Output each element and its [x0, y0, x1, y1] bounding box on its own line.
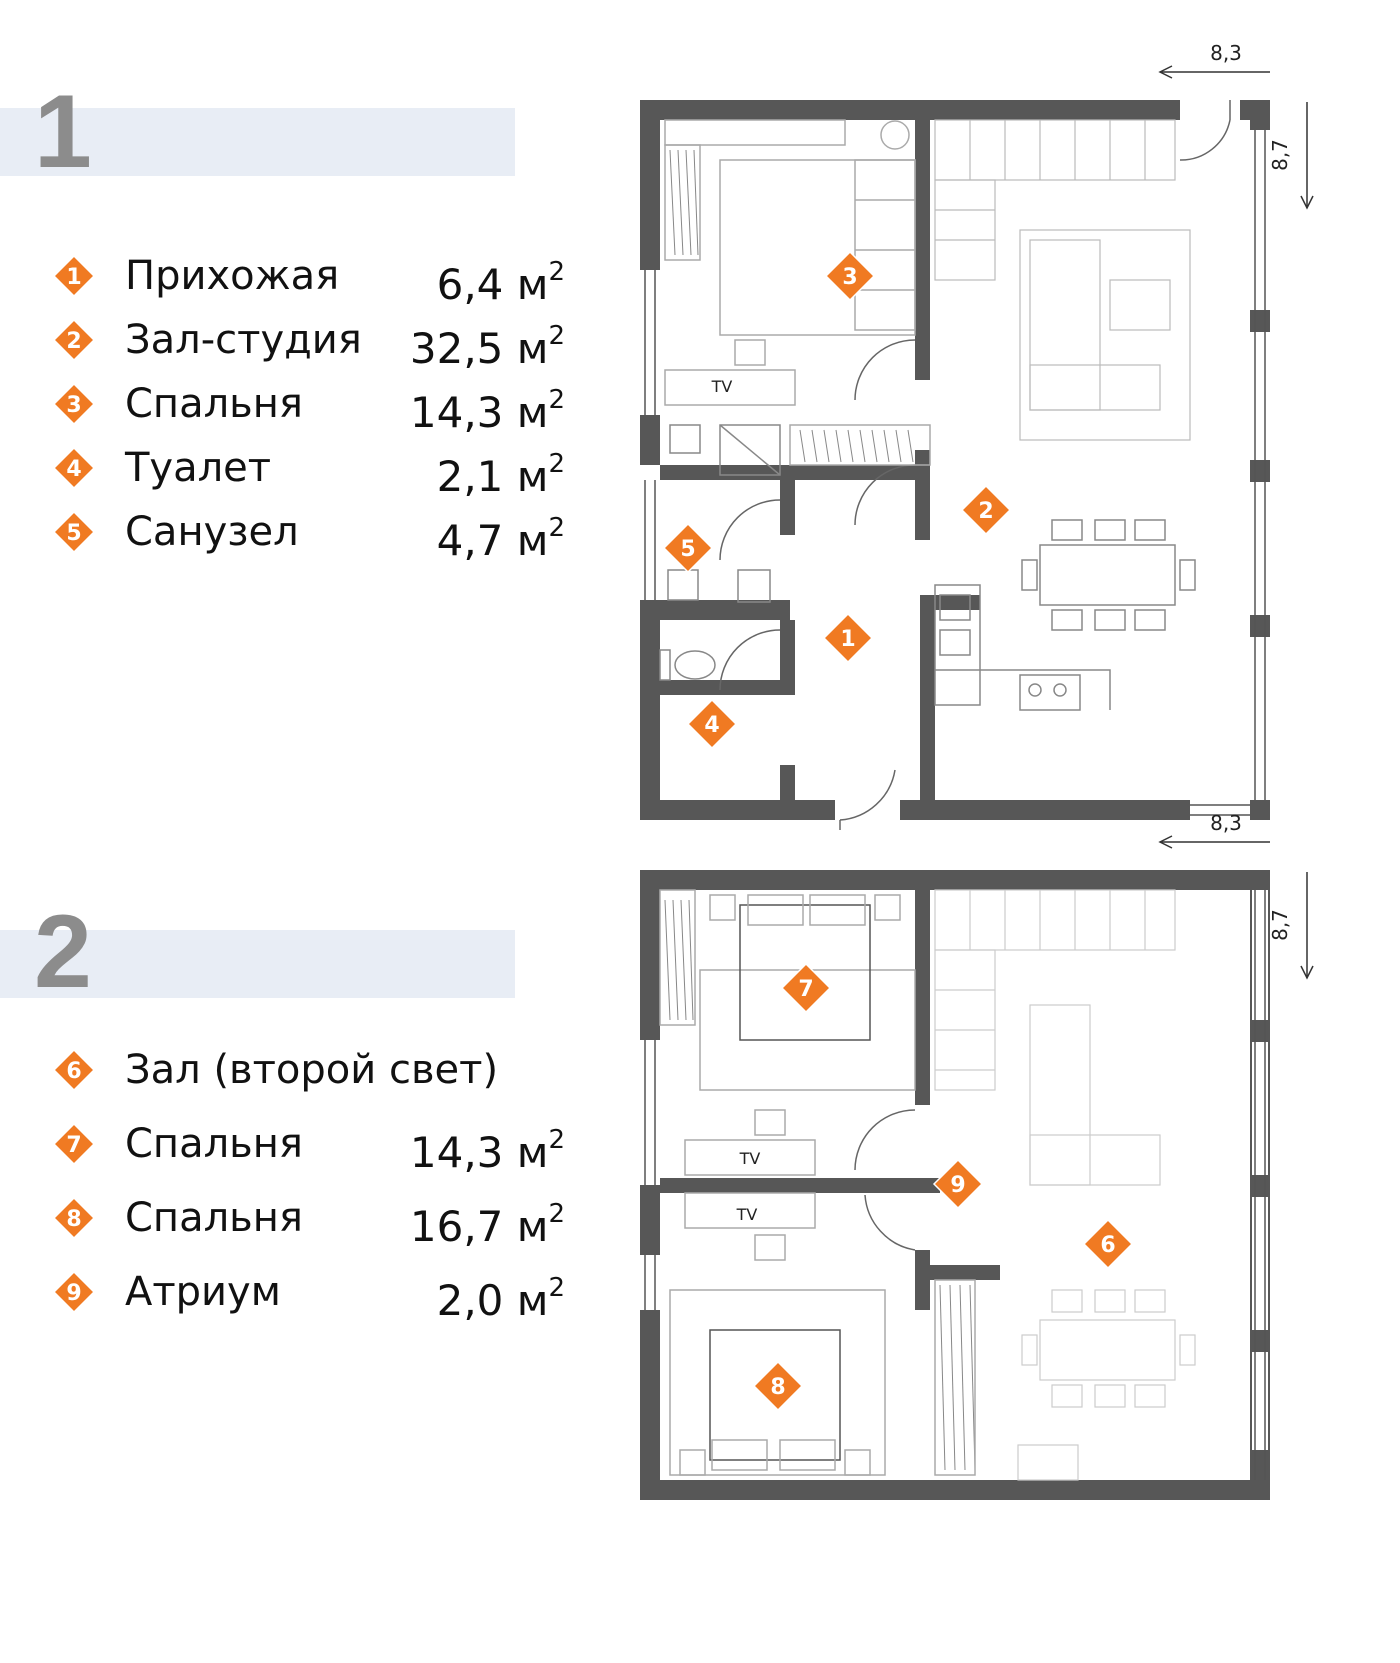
- tv-label: TV: [736, 1205, 758, 1224]
- room-marker: [688, 700, 736, 748]
- room-badge-icon: [52, 382, 96, 426]
- room-badge-icon: [52, 510, 96, 554]
- room-marker: [826, 252, 874, 300]
- floor-1-legend: [45, 248, 565, 568]
- room-area: 32,5 $м^2$: [409, 321, 565, 373]
- svg-text:9: 9: [950, 1173, 966, 1198]
- room-area: 2,0 $м^2$: [436, 1273, 565, 1325]
- floor-2-legend: [45, 1042, 565, 1338]
- room-marker: [664, 524, 712, 572]
- legend-item: [45, 440, 565, 504]
- legend-item: [45, 248, 565, 312]
- room-area: 14,3 $м^2$: [409, 385, 565, 437]
- room-name: Туалет: [125, 445, 272, 491]
- svg-text:1: 1: [840, 627, 856, 652]
- room-name: Атриум: [125, 1269, 281, 1315]
- room-badge-icon: [52, 318, 96, 362]
- room-badge-icon: [52, 1048, 96, 1092]
- svg-text:7: 7: [798, 977, 814, 1002]
- room-marker: [754, 1362, 802, 1410]
- svg-text:9: 9: [66, 1281, 82, 1306]
- tv-label: TV: [711, 377, 733, 396]
- svg-text:8: 8: [770, 1375, 786, 1400]
- legend-item: [45, 312, 565, 376]
- legend-item: [45, 1042, 565, 1116]
- svg-text:7: 7: [66, 1133, 82, 1158]
- legend-item: [45, 376, 565, 440]
- legend-item: [45, 1190, 565, 1264]
- legend-item: [45, 1264, 565, 1338]
- svg-text:4: 4: [66, 457, 82, 482]
- room-marker: [934, 1160, 982, 1208]
- dim-depth-label: 8,7: [1268, 909, 1292, 941]
- room-badge-icon: [52, 1270, 96, 1314]
- floor-1-number: 1: [34, 74, 92, 190]
- room-marker: [782, 964, 830, 1012]
- dim-width-label: 8,3: [1210, 811, 1242, 835]
- room-area: 2,1 $м^2$: [436, 449, 565, 501]
- room-badge-icon: [52, 446, 96, 490]
- room-area: 6,4 $м^2$: [436, 257, 565, 309]
- room-area: 16,7 $м^2$: [409, 1199, 565, 1251]
- room-name: Спальня: [125, 1121, 303, 1167]
- floor-2-plan: [640, 810, 1360, 1510]
- svg-text:1: 1: [66, 265, 82, 290]
- svg-text:3: 3: [66, 393, 82, 418]
- tv-label: TV: [739, 1149, 761, 1168]
- legend-item: [45, 1116, 565, 1190]
- legend-item: [45, 504, 565, 568]
- svg-text:4: 4: [704, 713, 720, 738]
- room-name: Зал (второй свет): [125, 1047, 499, 1093]
- room-badge-icon: [52, 254, 96, 298]
- room-name: Спальня: [125, 381, 303, 427]
- room-badge-icon: [52, 1122, 96, 1166]
- room-marker: [1084, 1220, 1132, 1268]
- dim-depth-label: 8,7: [1268, 139, 1292, 171]
- room-name: Зал-студия: [125, 317, 362, 363]
- room-area: 14,3 $м^2$: [409, 1125, 565, 1177]
- room-name: Прихожая: [125, 253, 340, 299]
- floor-1-plan: [640, 40, 1360, 830]
- room-badge-icon: [52, 1196, 96, 1240]
- svg-text:2: 2: [66, 329, 82, 354]
- room-name: Спальня: [125, 1195, 303, 1241]
- svg-text:8: 8: [66, 1207, 82, 1232]
- svg-text:6: 6: [66, 1059, 82, 1084]
- svg-text:5: 5: [66, 521, 82, 546]
- room-area: 4,7 $м^2$: [436, 513, 565, 565]
- svg-text:2: 2: [978, 499, 994, 524]
- svg-text:6: 6: [1100, 1233, 1116, 1258]
- room-name: Санузел: [125, 509, 299, 555]
- room-marker: [824, 614, 872, 662]
- floor-1-room-markers: [664, 252, 1010, 748]
- floor-2-number: 2: [34, 894, 92, 1010]
- room-marker: [962, 486, 1010, 534]
- svg-text:5: 5: [680, 537, 696, 562]
- svg-text:3: 3: [842, 265, 858, 290]
- dim-width-label: 8,3: [1210, 41, 1242, 65]
